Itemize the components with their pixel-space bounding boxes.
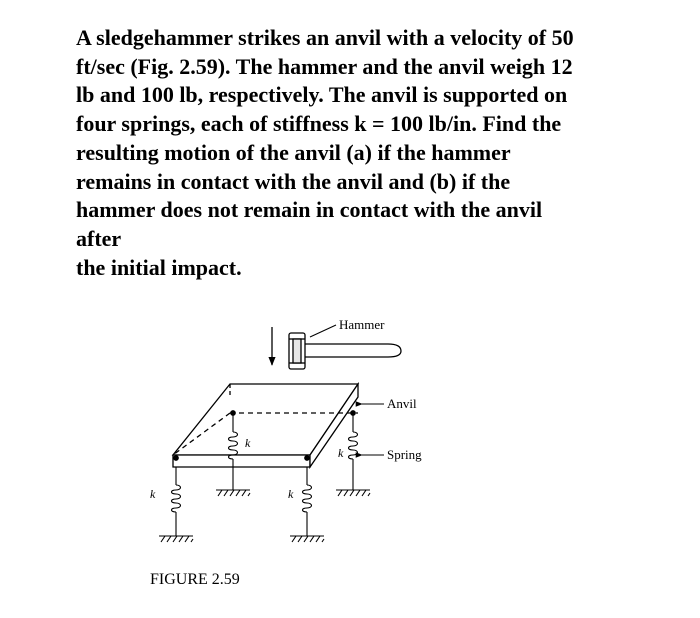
spring-label: Spring — [387, 447, 422, 462]
anvil-label: Anvil — [387, 396, 417, 411]
problem-line: four springs, each of stiffness k = 100 lb/in. Find the — [76, 111, 562, 137]
hammer-leader — [310, 325, 336, 337]
problem-line: lb and 100 lb, respectively. The anvil is supported on — [76, 82, 568, 108]
problem-line: after — [76, 225, 122, 251]
k-label-front-right: k — [288, 487, 294, 501]
hammer-label: Hammer — [339, 317, 385, 332]
problem-line: hammer does not remain in contact with the anvil — [76, 197, 543, 223]
problem-line: ft/sec (Fig. 2.59). The hammer and the anvil weigh 12 — [76, 53, 573, 79]
k-label-back-left: k — [245, 436, 251, 450]
figure-caption: FIGURE 2.59 — [150, 571, 240, 588]
spring-front-right — [290, 467, 324, 542]
anvil — [173, 384, 358, 467]
k-label-front-left: k — [150, 487, 156, 501]
problem-line: the initial impact. — [76, 254, 242, 280]
spring-front-left — [159, 467, 193, 542]
problem-line: A sledgehammer strikes an anvil with a velocity of 50 — [76, 25, 574, 50]
problem-line: remains in contact with the anvil and (b) if the — [76, 168, 511, 194]
k-label-back-right: k — [338, 446, 344, 460]
hammer — [289, 333, 401, 369]
problem-line: resulting motion of the anvil (a) if the hammer — [76, 139, 511, 165]
